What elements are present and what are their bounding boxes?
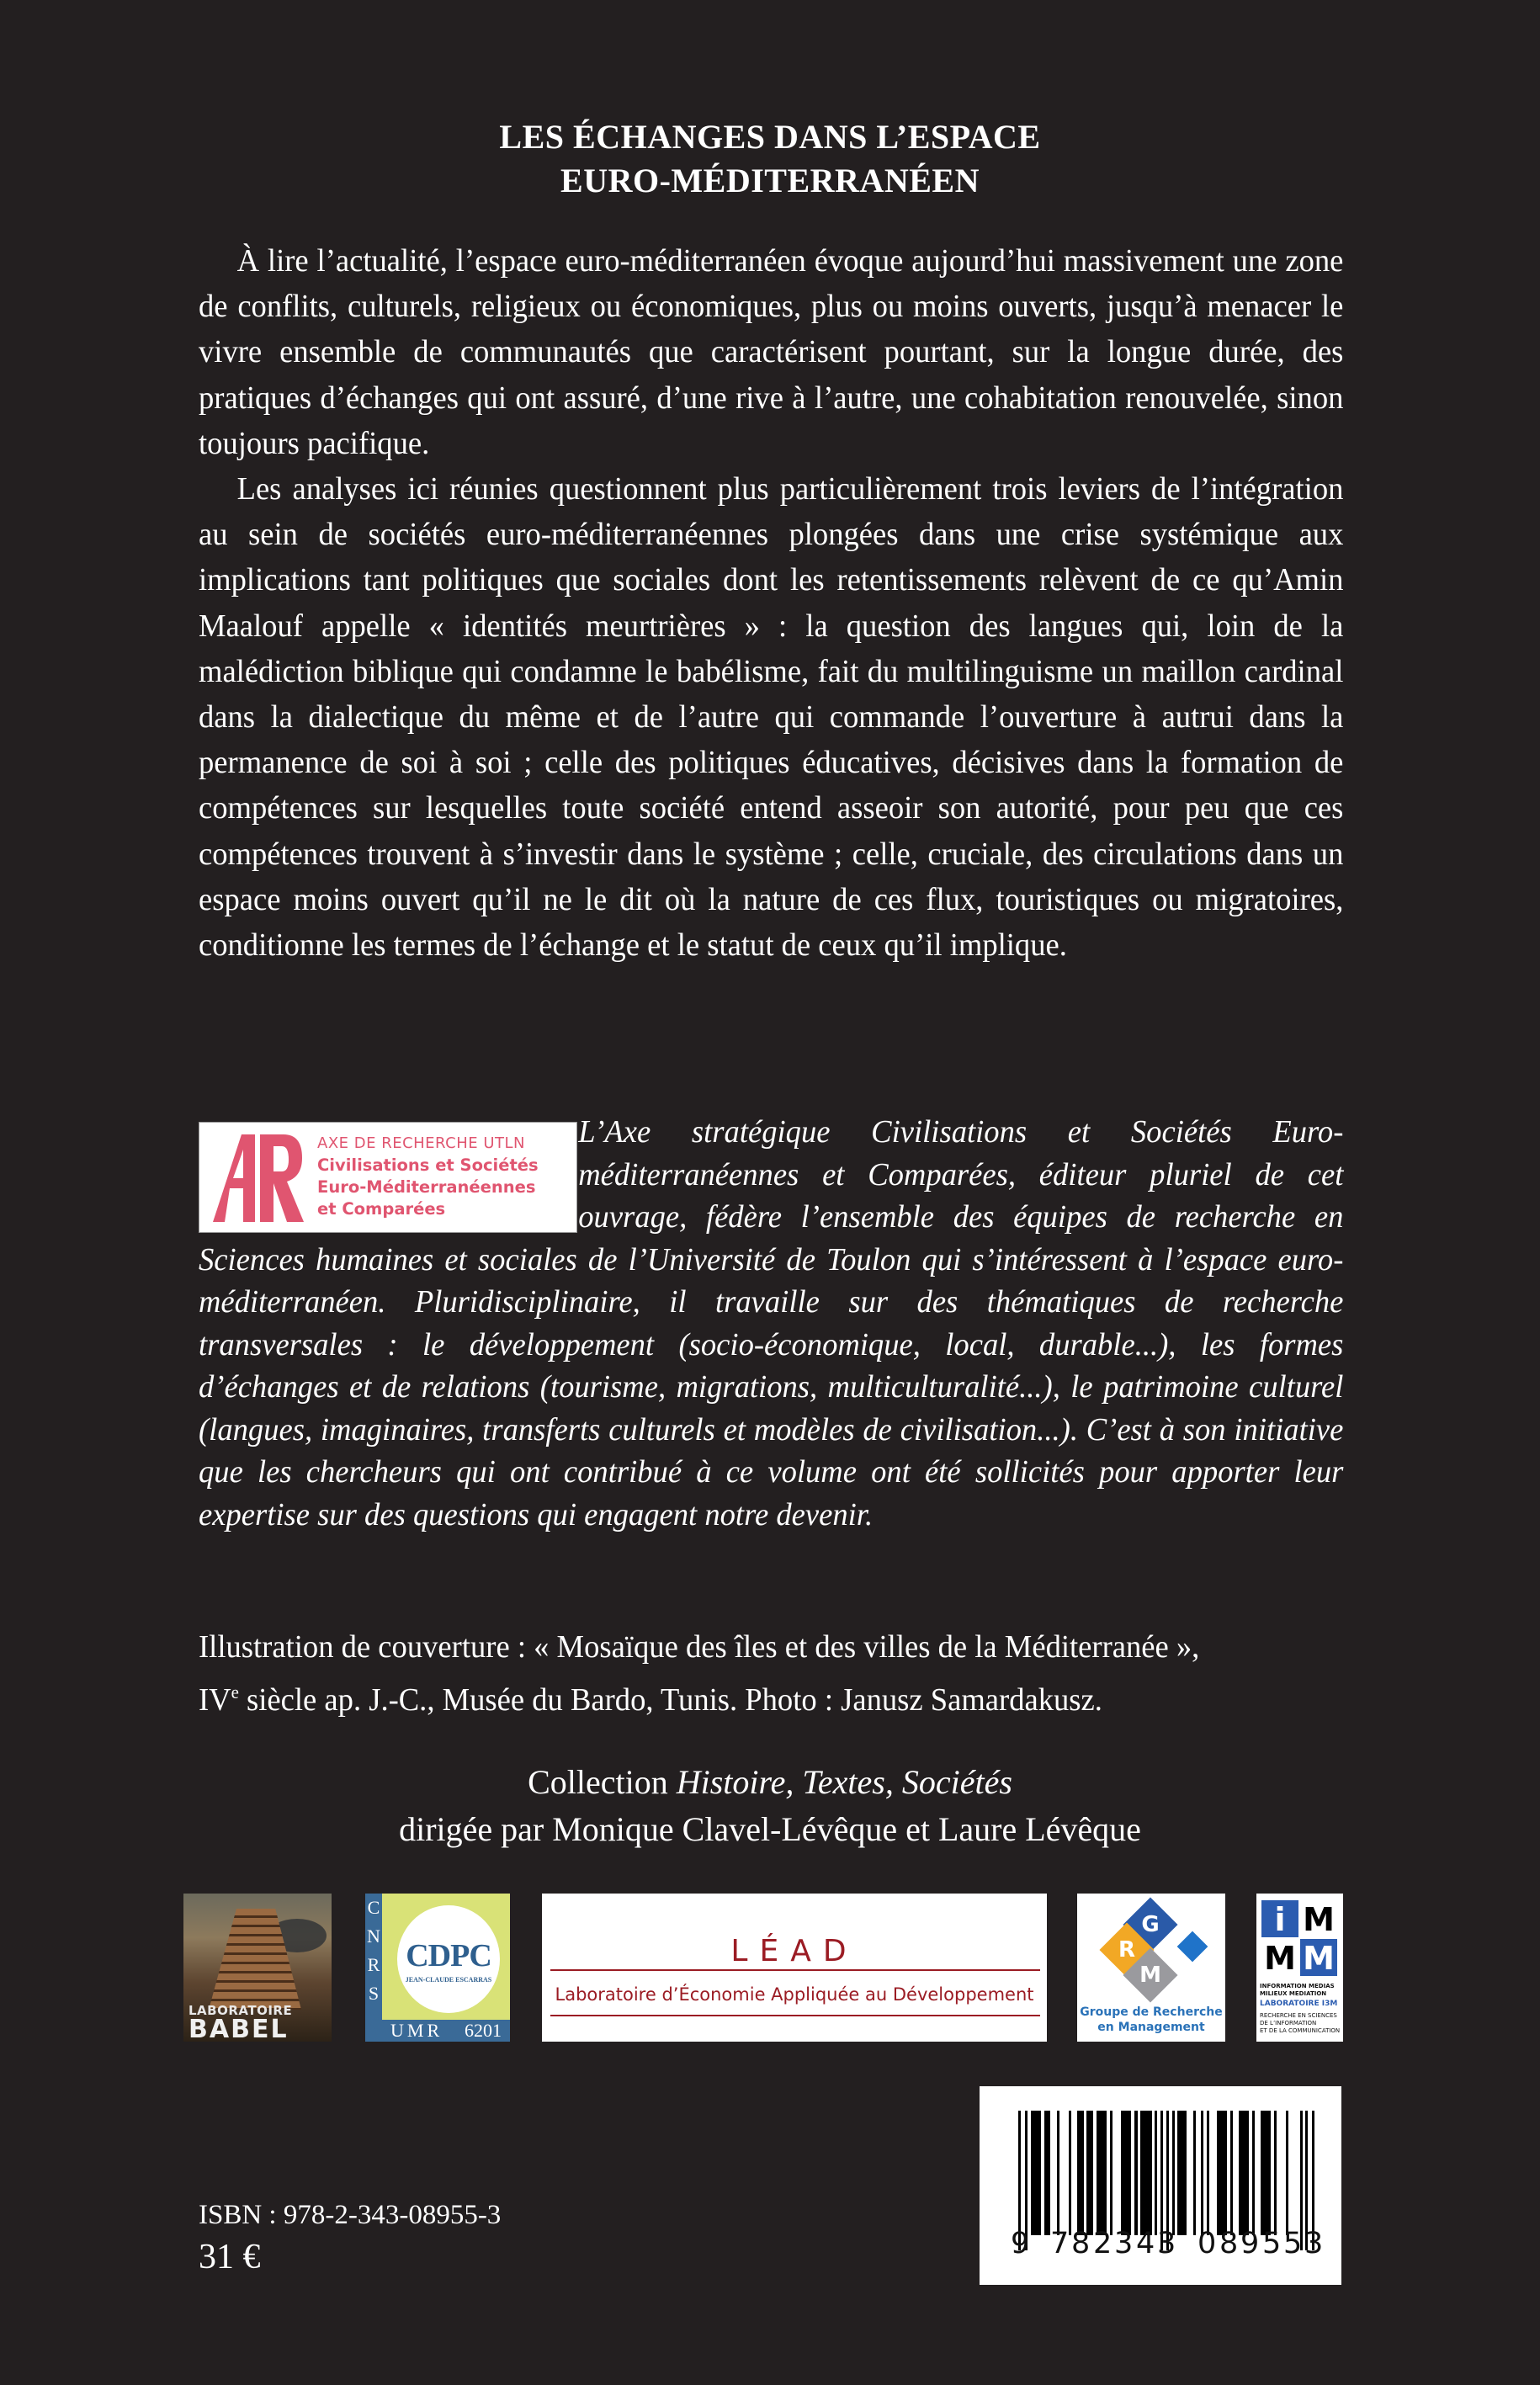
diamond-r-icon: R xyxy=(1099,1922,1154,1977)
cnrs-side-band: C N R S xyxy=(365,1894,382,2042)
imm-cell-m: M xyxy=(1300,1939,1337,1976)
lead-logo xyxy=(542,1894,1047,2042)
diamond-m-icon: M xyxy=(1123,1947,1177,2002)
diamond-accent-icon xyxy=(1177,1931,1208,1963)
babel-logo-line-1: LABORATOIRE xyxy=(189,2003,293,2018)
axe-logo-line-3: Euro-Méditerranéennes xyxy=(317,1177,536,1197)
axe-logo-line-1: AXE DE RECHERCHE UTLN xyxy=(317,1134,526,1152)
imm-line-6: ET DE LA COMMUNICATION xyxy=(1260,2027,1341,2034)
imm-line-4: RECHERCHE EN SCIENCES xyxy=(1260,2012,1337,2019)
grm-caption: Groupe de Recherche en Management xyxy=(1080,2005,1223,2034)
illustration-line-1: Illustration de couverture : « Mosaïque des îles et des villes de la Méditerranée », xyxy=(199,1629,1200,1665)
lead-acronym: LÉAD xyxy=(730,1934,858,1968)
imm-line-2: MILIEUX MEDIATION xyxy=(1260,1990,1327,1997)
cdpc-name: CDPC xyxy=(406,1938,491,1973)
cover-illustration-credit xyxy=(199,1624,1350,1723)
isbn-barcode: 9 7 8 2 3 4 3 0 8 9 5 5 3 xyxy=(980,2086,1341,2285)
grm-logo xyxy=(1077,1894,1225,2042)
umr-band: UMR 6201 xyxy=(365,2020,510,2042)
collection-directors: dirigée par Monique Clavel-Lévêque et Laure Lévêque xyxy=(399,1810,1141,1848)
imm-line-1: INFORMATION MEDIAS xyxy=(1260,1983,1335,1989)
isbn: ISBN : 978-2-343-08955-3 xyxy=(199,2200,502,2230)
laboratoire-babel-logo xyxy=(183,1894,332,2042)
axe-logo-line-2: Civilisations et Sociétés xyxy=(317,1155,539,1175)
axe-description-text: L’Axe stratégique Civilisations et Sociétés Euro-méditerranéennes et Comparées, éditeur pluriel de cet ouvrage, fédère l’ensemble des équipes de recherche en Sciences humaines et sociales de l’Université de Toulon qui s’intéressent à l’espace euro-méditerranéen. Pluridisciplinaire, il travaille sur des thématiques de recherche transversales : le développement (socio-économique, local, durable...), les formes d’échanges et de relations (tourisme, migrations, multiculturalité...), le patrimoine culturel (langues, imaginaires, transferts culturels et modèles de civilisation...). C’est à son initiative que les chercheurs qui ont contribué à ce volume ont été sollicités pour apporter leur expertise sur des questions qui engagent notre devenir. xyxy=(199,1114,1344,1532)
collection-name: Collection Histoire, Textes, Sociétés xyxy=(528,1763,1012,1801)
title-line-1: LES ÉCHANGES DANS L’ESPACE xyxy=(499,117,1041,156)
imm-laboratoire-i3m-logo xyxy=(1256,1894,1343,2042)
divider xyxy=(550,1969,1040,1971)
summary-paragraph-1: À lire l’actualité, l’espace euro-méditerranéen évoque aujourd’hui massivement une zone de conflits, culturels, religieux ou économiques, plus ou moins ouverts, jusqu’à menacer le vivre ensemble de communautés que caractérisent pourtant, sur la longue durée, des pratiques d’échanges qui ont assuré, d’une rive à l’autre, une cohabitation renouvelée, sinon toujours pacifique. xyxy=(199,243,1344,461)
imm-cell-i: i xyxy=(1261,1900,1298,1937)
lead-subtitle: Laboratoire d’Économie Appliquée au Développement xyxy=(555,1984,1034,2005)
imm-cell-m: M xyxy=(1300,1900,1337,1937)
price: 31 € xyxy=(199,2238,261,2276)
title-line-2: EURO-MÉDITERRANÉEN xyxy=(560,161,980,199)
imm-line-3: LABORATOIRE I3M xyxy=(1260,2000,1338,2008)
divider xyxy=(550,2015,1040,2016)
illustration-line-2: IVe siècle ap. J.-C., Musée du Bardo, Tunis. Photo : Janusz Samardakusz. xyxy=(199,1681,1102,1718)
summary-text xyxy=(199,238,1343,968)
axe-logo-text xyxy=(317,1133,539,1220)
imm-line-5: DE L’INFORMATION xyxy=(1260,2020,1317,2026)
axe-logo-line-4: et Comparées xyxy=(317,1199,446,1219)
ar-monogram-icon xyxy=(213,1134,304,1222)
collection-info xyxy=(0,1759,1540,1853)
axe-recherche-logo xyxy=(199,1122,577,1233)
cnrs-cdpc-logo xyxy=(365,1894,510,2042)
summary-paragraph-2: Les analyses ici réunies questionnent plus particulièrement trois leviers de l’intégration au sein de sociétés euro-méditerranéennes plongées dans une crise systémique aux implications tant politiques que sociales dont les retentissements relèvent de ce qu’Amin Maalouf appelle « identités meurtrières » : la question des langues qui, loin de la malédiction biblique qui condamne le babélisme, fait du multilinguisme un maillon cardinal dans la dialectique du même et de l’autre qui commande l’ouverture à autrui dans la permanence de soi à soi ; celle des politiques éducatives, décisives dans la formation de compétences sur lesquelles toute société entend asseoir son autorité, pour peu que ces compétences trouvent à s’investir dans le système ; celle, cruciale, des circulations dans un espace moins ouvert qu’il ne le dit où la nature de ces flux, touristiques ou migratoires, conditionne les termes de l’échange et le statut de ceux qu’il implique. xyxy=(199,471,1344,964)
babel-logo-line-2: BABEL xyxy=(189,2015,289,2042)
book-title xyxy=(0,115,1540,203)
diamond-g-icon: G xyxy=(1123,1897,1177,1952)
cdpc-subtitle: JEAN-CLAUDE ESCARRAS xyxy=(405,1976,492,1984)
imm-cell-m: M xyxy=(1261,1939,1298,1976)
